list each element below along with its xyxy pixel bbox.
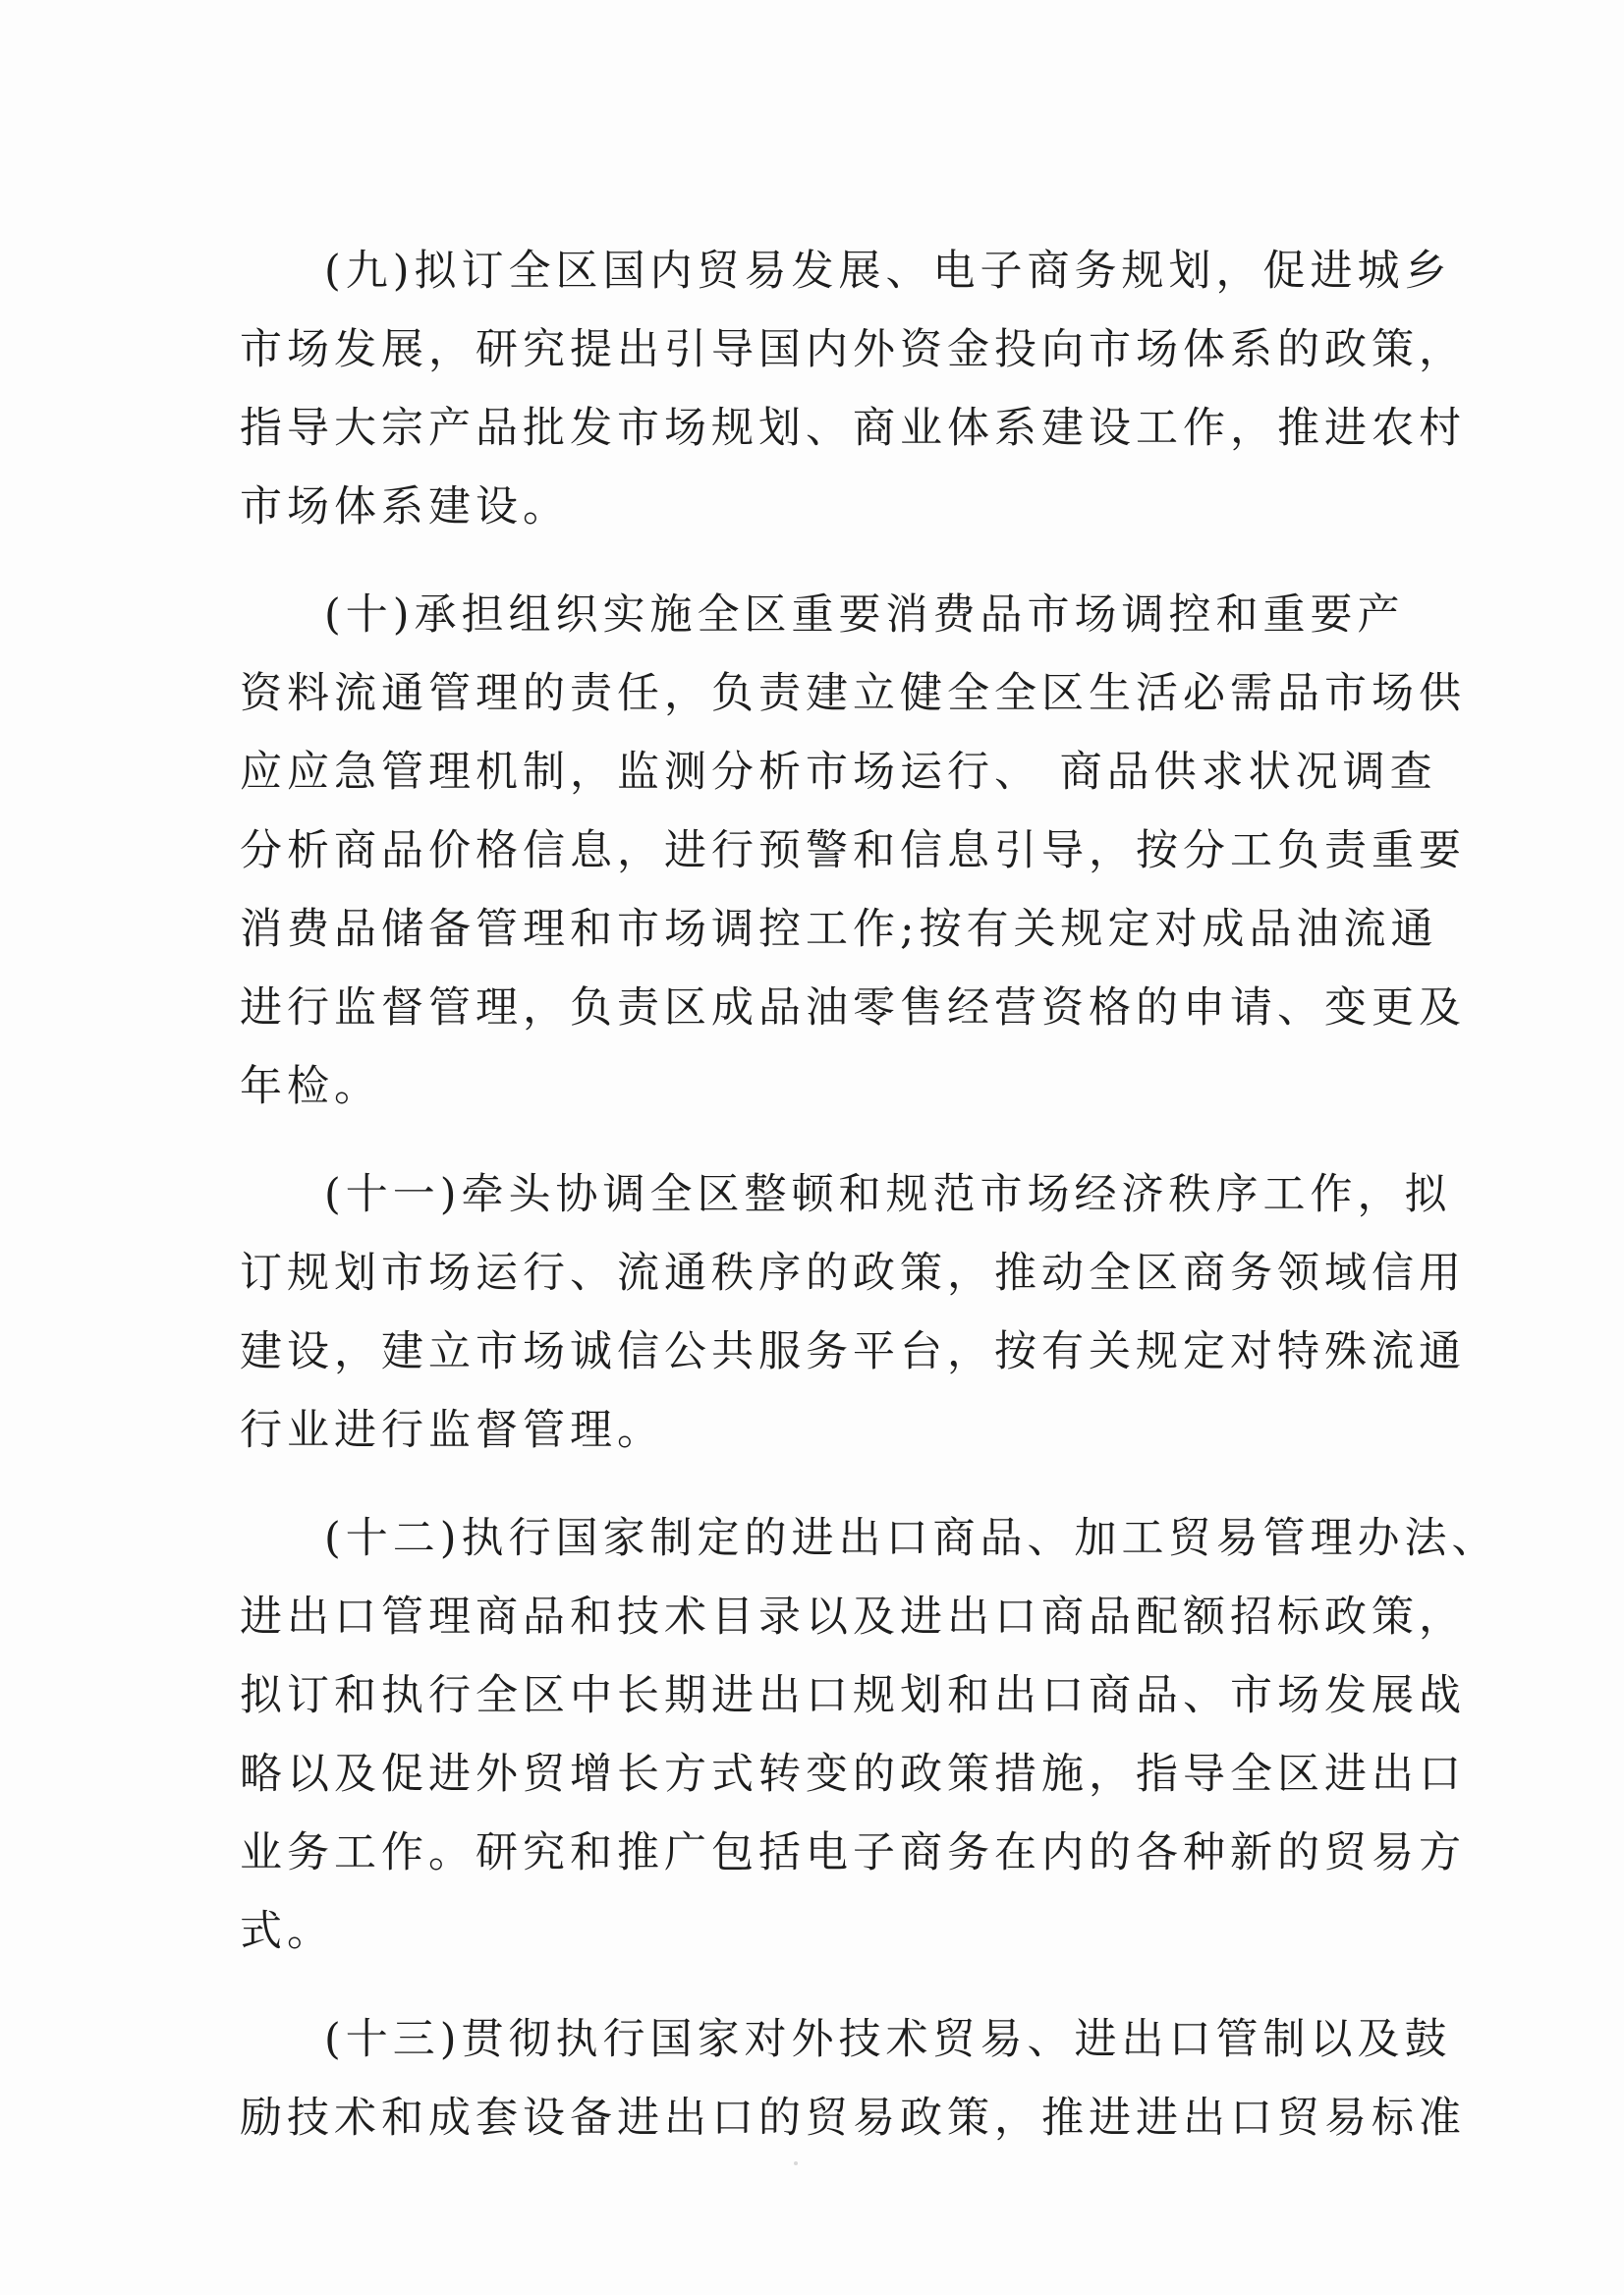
paragraph-line: (九)拟订全区国内贸易发展、电子商务规划，促进城乡 xyxy=(324,247,1452,296)
paragraph-line: 资料流通管理的责任，负责建立健全全区生活必需品市场供 xyxy=(240,669,1466,718)
document-body xyxy=(240,232,1499,2187)
paragraph-line: 指导大宗产品批发市场规划、商业体系建设工作，推进农村 xyxy=(240,404,1466,453)
paragraph-line: 建设，建立市场诚信公共服务平台，按有关规定对特殊流通 xyxy=(240,1327,1466,1376)
paragraph-line: 市场发展，研究提出引导国内外资金投向市场体系的政策， xyxy=(240,325,1466,374)
scan-speck xyxy=(794,2161,798,2165)
paragraph-line: 式。 xyxy=(240,1907,334,1956)
paragraph-9 xyxy=(240,232,1466,546)
paragraph-line: 分析商品价格信息，进行预警和信息引导，按分工负责重要 xyxy=(240,826,1466,875)
paragraph-line: 业务工作。研究和推广包括电子商务在内的各种新的贸易方 xyxy=(240,1828,1466,1877)
paragraph-line: 消费品储备管理和市场调控工作;按有关规定对成品油流通 xyxy=(240,905,1438,954)
paragraph-line: 订规划市场运行、流通秩序的政策，推动全区商务领域信用 xyxy=(240,1249,1466,1298)
paragraph-line: (十)承担组织实施全区重要消费品市场调控和重要产 xyxy=(324,590,1405,640)
paragraph-line: 行业进行监督管理。 xyxy=(240,1406,664,1455)
paragraph-line: 年检。 xyxy=(240,1062,381,1111)
paragraph-line: 应应急管理机制，监测分析市场运行、 商品供求状况调查 xyxy=(240,748,1437,797)
paragraph-line: 市场体系建设。 xyxy=(240,482,570,532)
paragraph-11 xyxy=(240,1155,1466,1470)
paragraph-10 xyxy=(240,576,1466,1126)
paragraph-line: 励技术和成套设备进出口的贸易政策，推进进出口贸易标准 xyxy=(240,2094,1466,2143)
paragraph-line: 拟订和执行全区中长期进出口规划和出口商品、市场发展战 xyxy=(240,1671,1466,1720)
paragraph-line: 进行监督管理，负责区成品油零售经营资格的申请、变更及 xyxy=(240,983,1466,1033)
paragraph-13 xyxy=(240,2000,1466,2157)
paragraph-line: 略以及促进外贸增长方式转变的政策措施，指导全区进出口 xyxy=(240,1750,1466,1799)
paragraph-line: 进出口管理商品和技术目录以及进出口商品配额招标政策， xyxy=(240,1593,1466,1642)
paragraph-12 xyxy=(240,1499,1499,1971)
paragraph-line: (十三)贯彻执行国家对外技术贸易、进出口管制以及鼓 xyxy=(324,2015,1452,2064)
paragraph-line: (十二)执行国家制定的进出口商品、加工贸易管理办法、 xyxy=(324,1514,1499,1563)
paragraph-line: (十一)牵头协调全区整顿和规范市场经济秩序工作，拟 xyxy=(324,1170,1452,1219)
